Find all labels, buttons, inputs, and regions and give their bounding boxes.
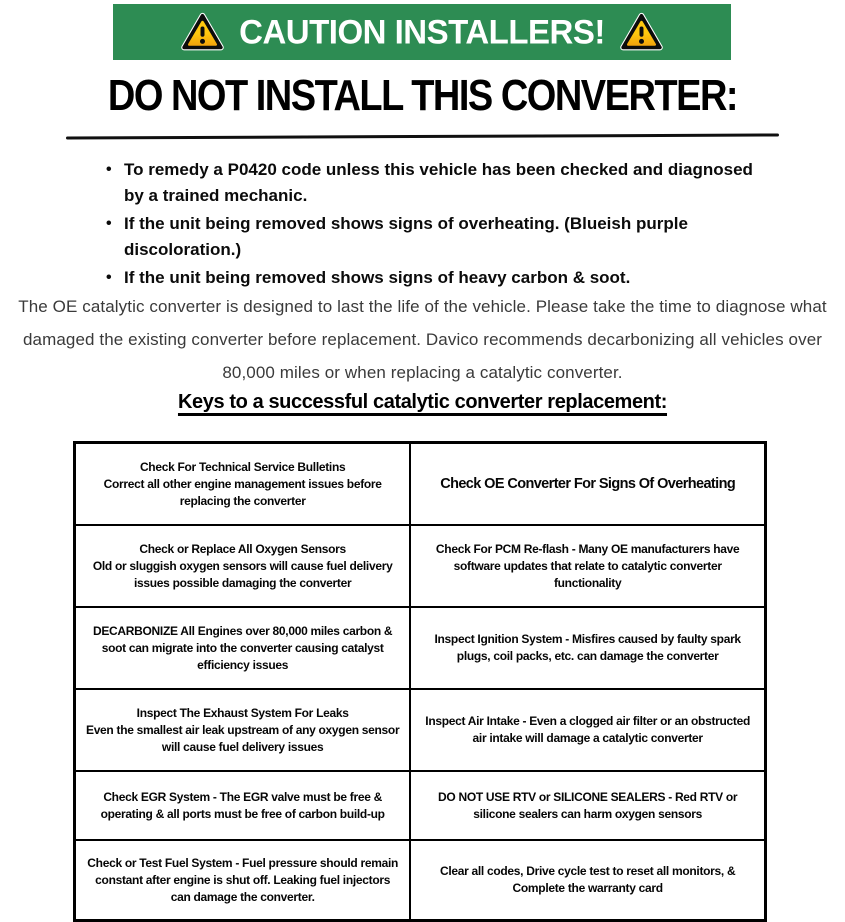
table-row: [75, 840, 766, 921]
table-row: [75, 771, 766, 840]
cell-line: Correct all other engine management issues before replacing the converter: [103, 476, 382, 508]
table-cell-check-overheating: [410, 443, 765, 526]
cell-line: Check or Replace All Oxygen Sensors: [139, 541, 346, 556]
cell-line: Old or sluggish oxygen sensors will cause fuel delivery issues possible damaging the converter: [92, 558, 393, 590]
cell-line: DECARBONIZE All Engines over 80,000 miles carbon & soot can migrate into the converter causing catalyst efficiency issues: [92, 623, 393, 672]
cell-line: Even the smallest air leak upstream of any oxygen sensor will cause fuel delivery issues: [85, 722, 400, 754]
table-row: [75, 607, 766, 689]
table-row: [75, 525, 766, 607]
bullet-item: • To remedy a P0420 code unless this vehicle has been checked and diagnosed by a trained mechanic.: [103, 157, 771, 209]
warning-heading-text: DO NOT INSTALL THIS CONVERTER:: [107, 72, 738, 121]
table-row: [75, 443, 766, 526]
cell-line: Check EGR System - The EGR valve must be free & operating & all ports must be free of carbon build-up: [100, 789, 385, 821]
table-cell-exhaust-leaks: [75, 689, 411, 771]
replacement-keys-table: [73, 441, 767, 922]
cell-line: Inspect The Exhaust System For Leaks: [136, 705, 349, 720]
table-cell-no-rtv-sealers: [410, 771, 765, 840]
bullet-item: • If the unit being removed shows signs of heavy carbon & soot.: [103, 265, 771, 291]
table-row: [75, 689, 766, 771]
caution-banner: [113, 4, 731, 60]
table-cell-tsb: [75, 443, 411, 526]
cell-line: Inspect Ignition System - Misfires caused by faulty spark plugs, coil packs, etc. can damage the converter: [434, 632, 741, 663]
divider-line: [66, 133, 779, 139]
warning-heading: [0, 72, 845, 121]
cell-line: Check For Technical Service Bulletins: [139, 459, 346, 474]
table-cell-air-intake: [410, 689, 765, 771]
table-cell-oxygen-sensors: [75, 525, 411, 607]
table-cell-clear-codes: [410, 840, 765, 921]
cell-line: Check For PCM Re-flash - Many OE manufacturers have software updates that relate to catalytic converter functionality: [435, 541, 740, 590]
intro-paragraph: The OE catalytic converter is designed to last the life of the vehicle. Please take the time to diagnose what damaged the existing converter before replacement. Davico recommends decarbonizing all vehicles over 80,000 miles or when replacing a catalytic converter.: [18, 297, 827, 382]
cell-line: Clear all codes, Drive cycle test to reset all monitors, & Complete the warranty card: [439, 864, 736, 895]
cell-line: Inspect Air Intake - Even a clogged air filter or an obstructed air intake will damage a catalytic converter: [425, 714, 751, 745]
warning-bullet-list: [103, 157, 771, 293]
table-cell-ignition-system: [410, 607, 765, 689]
table-cell-pcm-reflash: [410, 525, 765, 607]
table-cell-fuel-system: [75, 840, 411, 921]
cell-line: Check or Test Fuel System - Fuel pressure should remain constant after engine is shut off. Leaking fuel injectors can damage the converter.: [87, 855, 399, 904]
keys-heading: Keys to a successful catalytic converter replacement:: [177, 391, 668, 413]
table-cell-decarbonize: [75, 607, 411, 689]
bullet-item: • If the unit being removed shows signs of overheating. (Blueish purple discoloration.): [103, 211, 771, 263]
cell-line: DO NOT USE RTV or SILICONE SEALERS - Red RTV or silicone sealers can harm oxygen sensors: [438, 789, 738, 821]
banner-title: CAUTION INSTALLERS!: [239, 12, 605, 51]
table-cell-egr-system: [75, 771, 411, 840]
warning-triangle-icon: [618, 10, 665, 54]
cell-line: Check OE Converter For Signs Of Overheating: [440, 475, 736, 492]
warning-triangle-icon: [179, 10, 226, 54]
